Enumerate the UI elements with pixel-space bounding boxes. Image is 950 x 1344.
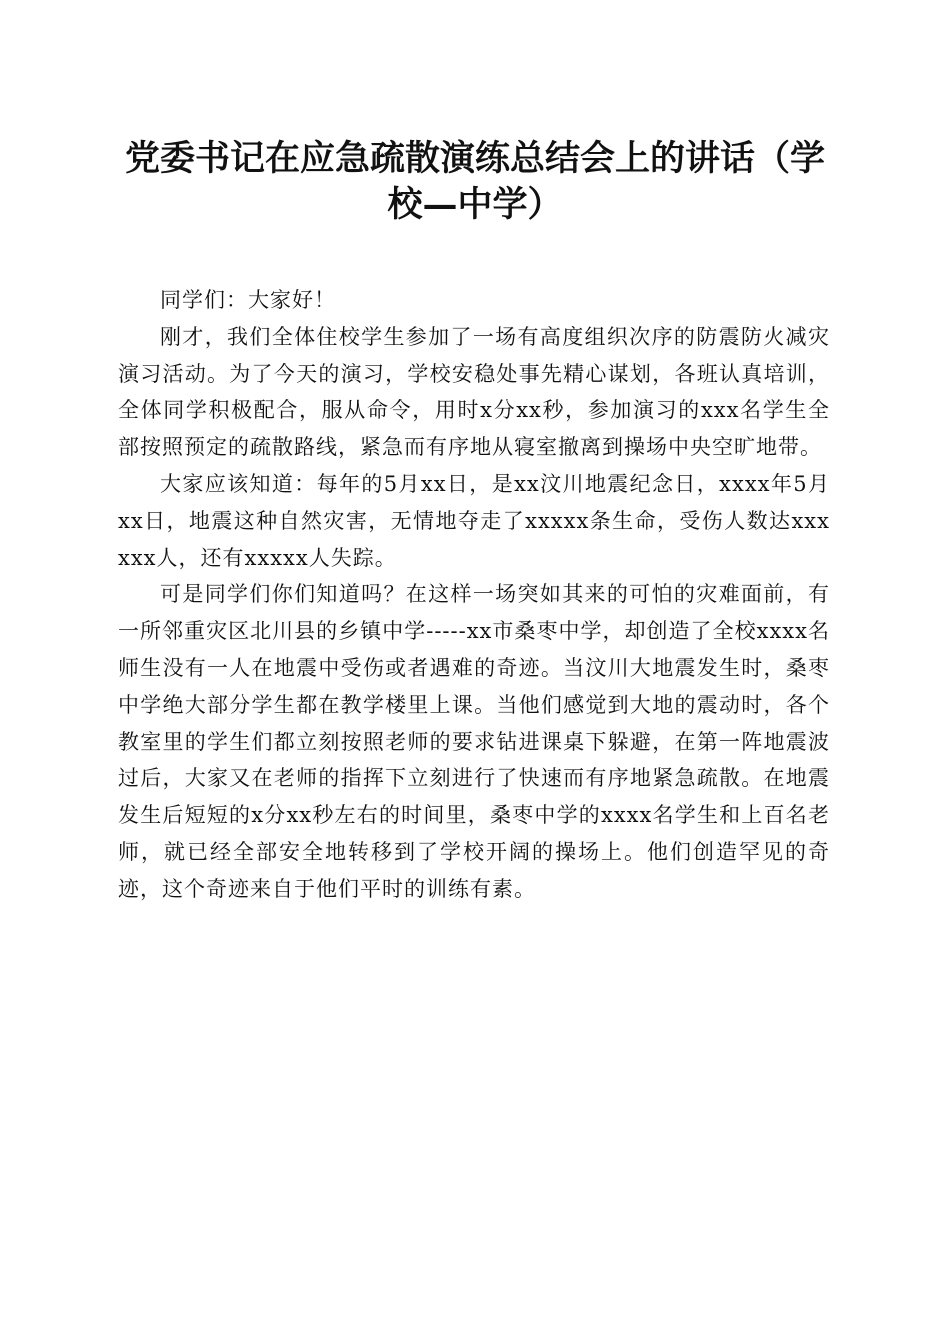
document-title: 党委书记在应急疏散演练总结会上的讲话（学校—中学）: [124, 138, 825, 225]
paragraph-sangzao-school: 可是同学们你们知道吗？在这样一场突如其来的可怕的灾难面前，有一所邻重灾区北川县的乡镇中学-----xx市桑枣中学，却创造了全校xxxx名师生没有一人在地震中受伤或者遇难的奇迹。当汶川大地震发生时，桑枣中学绝大部分学生都在教学楼里上课。当他们感觉到大地的震动时，各个教室里的学生们都立刻按照老师的要求钻进课桌下躲避，在第一阵地震波过后，大家又在老师的指挥下立刻进行了快速而有序地紧急疏散。在地震发生后短短的x分xx秒左右的时间里，桑枣中学的xxxx名学生和上百名老师，就已经全部安全地转移到了学校开阔的操场上。他们创造罕见的奇迹，这个奇迹来自于他们平时的训练有素。: [118, 582, 830, 901]
paragraph-earthquake-memorial: 大家应该知道：每年的5月xx日，是xx汶川地震纪念日，xxxx年5月xx日，地震这种自然灾害，无情地夺走了xxxxx条生命，受伤人数达xxxxxx人，还有xxxxx人失踪。: [118, 471, 830, 570]
paragraph-greeting: 同学们：大家好！: [160, 288, 336, 312]
document-body: [118, 282, 830, 908]
paragraph-drill-summary: 刚才，我们全体住校学生参加了一场有高度组织次序的防震防火减灾演习活动。为了今天的演习，学校安稳处事先精心谋划，各班认真培训，全体同学积极配合，服从命令，用时x分xx秒，参加演习的xxx名学生全部按照预定的疏散路线，紧急而有序地从寝室撤离到操场中央空旷地带。: [118, 324, 830, 460]
